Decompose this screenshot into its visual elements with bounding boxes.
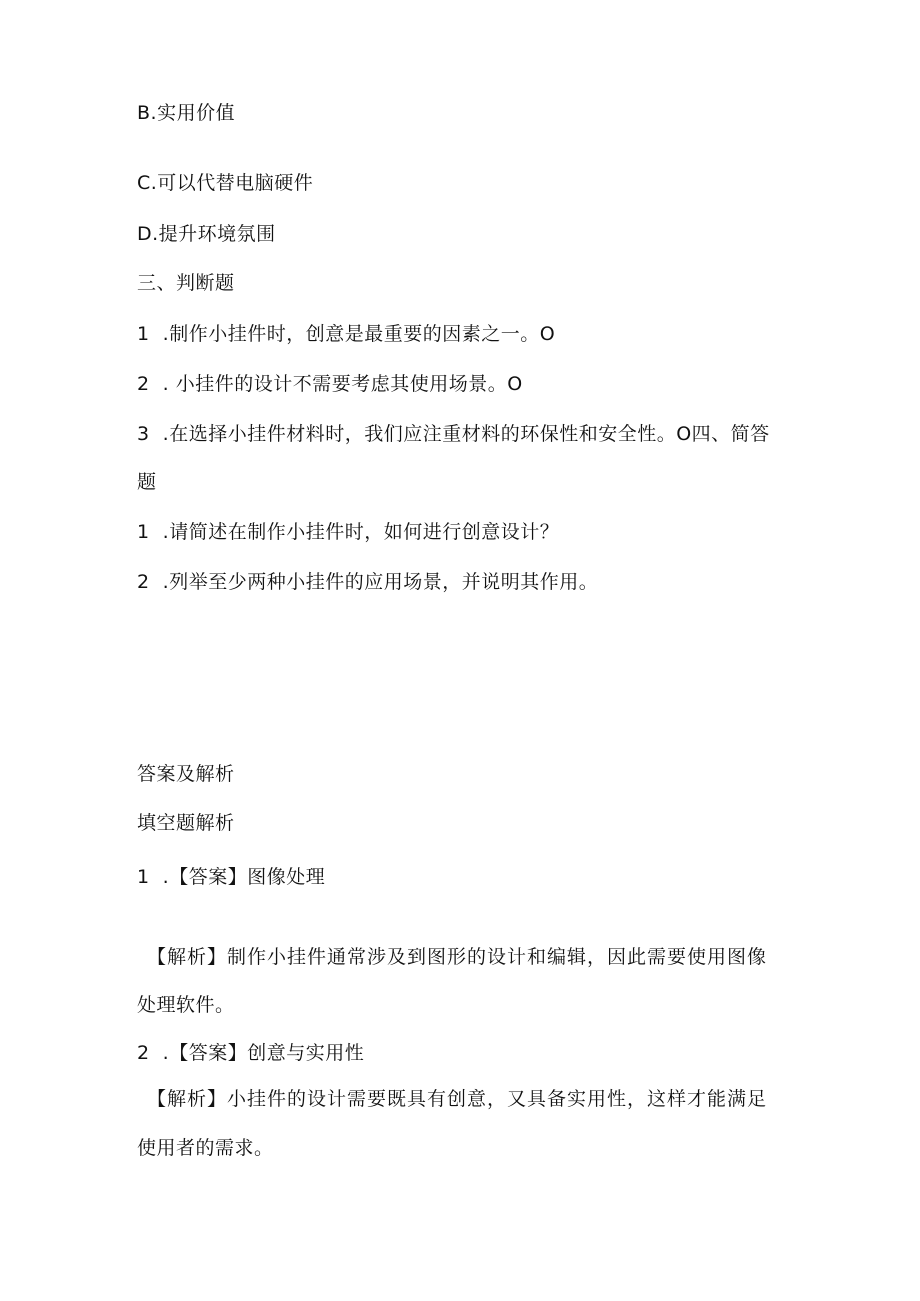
- answer-2-explanation-wrap: 使用者的需求。: [137, 1137, 274, 1159]
- judgement-item-3-wrap: 题: [137, 471, 157, 493]
- option-b: B.实用价值: [137, 102, 236, 124]
- answer-2: 2 .【答案】创意与实用性: [137, 1042, 365, 1064]
- answers-title: 答案及解析: [137, 763, 235, 785]
- answer-1-explanation-wrap: 处理软件。: [137, 994, 235, 1016]
- answer-2-explanation: 【解析】小挂件的设计需要既具有创意，又具备实用性，这样才能满足: [147, 1088, 768, 1110]
- short-answer-item-1: 1 .请简述在制作小挂件时，如何进行创意设计？: [137, 521, 560, 543]
- option-c: C.可以代替电脑硬件: [137, 172, 314, 194]
- judgement-item-2: 2 . 小挂件的设计不需要考虑其使用场景。O: [137, 373, 523, 395]
- answer-1-explanation: 【解析】制作小挂件通常涉及到图形的设计和编辑，因此需要使用图像: [147, 946, 768, 968]
- option-d: D.提升环境氛围: [137, 223, 276, 245]
- answer-1: 1 .【答案】图像处理: [137, 866, 326, 888]
- short-answer-item-2: 2 .列举至少两种小挂件的应用场景，并说明其作用。: [137, 571, 599, 593]
- judgement-item-1: 1 .制作小挂件时，创意是最重要的因素之一。O: [137, 323, 556, 345]
- judgement-item-3: 3 .在选择小挂件材料时，我们应注重材料的环保性和安全性。O四、简答: [137, 423, 770, 445]
- answers-subtitle: 填空题解析: [137, 812, 235, 834]
- section-title-judgement: 三、判断题: [137, 272, 235, 294]
